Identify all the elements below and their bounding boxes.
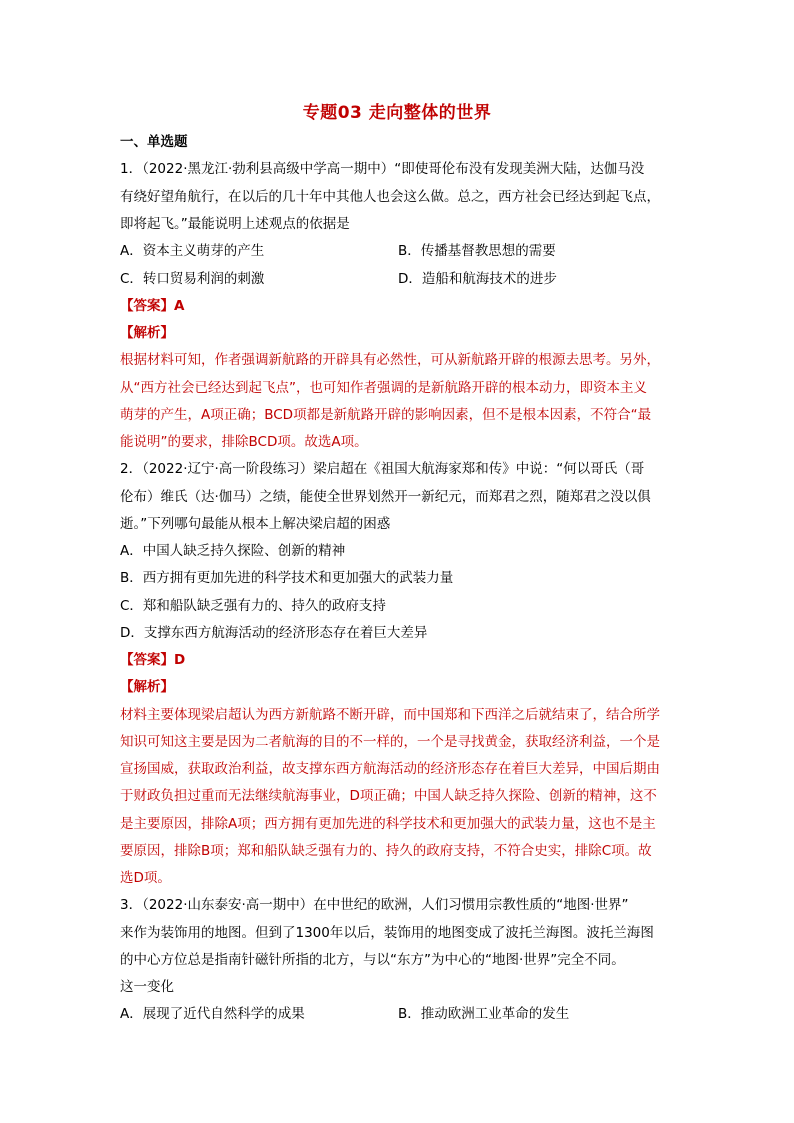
q2-answer: 【答案】D (120, 652, 186, 668)
q2-analysis-label: 【解析】 (120, 679, 174, 695)
q2-option-b: B．西方拥有更加先进的科学技术和更加强大的武装力量 (120, 570, 454, 586)
q1-analysis-line-4: 能说明”的要求，排除BCD项。故选A项。 (120, 434, 368, 450)
q1-answer: 【答案】A (120, 298, 185, 314)
q2-analysis-line-3: 宣扬国威，获取政治利益，故支撑东西方航海活动的经济形态存在着巨大差异，中国后期由 (120, 761, 660, 777)
q1-analysis-line-3: 萌芽的产生，A项正确；BCD项都是新航路开辟的影响因素，但不是根本因素，不符合“最 (120, 407, 652, 423)
q1-stem-line-3: 即将起飞。”最能说明上述观点的依据是 (120, 216, 350, 232)
q2-analysis-line-4: 于财政负担过重而无法继续航海事业，D项正确；中国人缺乏持久探险、创新的精神，这不 (120, 788, 657, 804)
q1-stem-line-1: 1．（2022·黑龙江·勃利县高级中学高一期中）“即使哥伦布没有发现美洲大陆，达伽马没 (120, 161, 645, 177)
q2-option-d: D．支撑东西方航海活动的经济形态存在着巨大差异 (120, 625, 428, 641)
q1-analysis-line-1: 根据材料可知，作者强调新航路的开辟具有必然性，可从新航路开辟的根源去思考。另外， (120, 352, 660, 368)
q3-stem-line-1: 3．（2022·山东泰安·高一期中）在中世纪的欧洲，人们习惯用宗教性质的“地图·世界” (120, 897, 629, 913)
q3-option-a: A．展现了近代自然科学的成果 (120, 1006, 305, 1022)
page-title: 专题03 走向整体的世界 (302, 103, 492, 123)
q2-analysis-line-7: 选D项。 (120, 870, 171, 886)
q1-option-d: D．造船和航海技术的进步 (398, 271, 557, 287)
q2-stem-line-3: 逝。”下列哪句最能从根本上解决梁启超的困惑 (120, 516, 391, 532)
q2-option-a: A．中国人缺乏持久探险、创新的精神 (120, 543, 346, 559)
q2-option-c: C．郑和船队缺乏强有力的、持久的政府支持 (120, 598, 386, 614)
q2-stem-line-2: 伦布）维氏（达·伽马）之绩，能使全世界划然开一新纪元，而郑君之烈，随郑君之没以俱 (120, 489, 651, 505)
q3-stem-line-2: 来作为装饰用的地图。但到了1300年以后，装饰用的地图变成了波托兰海图。波托兰海图 (120, 925, 654, 941)
q1-option-c: C．转口贸易利润的刺激 (120, 271, 265, 287)
q2-analysis-line-5: 是主要原因，排除A项；西方拥有更加先进的科学技术和更加强大的武装力量，这也不是主 (120, 816, 656, 832)
q3-stem-line-4: 这一变化 (120, 979, 174, 995)
q1-stem-line-2: 有绕好望角航行，在以后的几十年中其他人也会这么做。总之，西方社会已经达到起飞点， (120, 189, 660, 205)
q3-stem-line-3: 的中心方位总是指南针磁针所指的北方，与以“东方”为中心的“地图·世界”完全不同。 (120, 952, 625, 968)
q1-option-a: A．资本主义萌芽的产生 (120, 243, 265, 259)
q2-stem-line-1: 2．（2022·辽宁·高一阶段练习）梁启超在《祖国大航海家郑和传》中说：“何以哥氏（哥 (120, 461, 645, 477)
section-heading: 一、单选题 (120, 134, 188, 150)
q2-analysis-line-6: 要原因，排除B项；郑和船队缺乏强有力的、持久的政府支持，不符合史实，排除C项。故 (120, 843, 652, 859)
q1-analysis-label: 【解析】 (120, 325, 174, 341)
q1-analysis-line-2: 从“西方社会已经达到起飞点”，也可知作者强调的是新航路开辟的根本动力，即资本主义 (120, 380, 647, 396)
q2-analysis-line-2: 知识可知这主要是因为二者航海的目的不一样的，一个是寻找黄金，获取经济利益，一个是 (120, 734, 660, 750)
q3-option-b: B．推动欧洲工业革命的发生 (398, 1006, 570, 1022)
q2-analysis-line-1: 材料主要体现梁启超认为西方新航路不断开辟，而中国郑和下西洋之后就结束了，结合所学 (120, 707, 660, 723)
q1-option-b: B．传播基督教思想的需要 (398, 243, 556, 259)
